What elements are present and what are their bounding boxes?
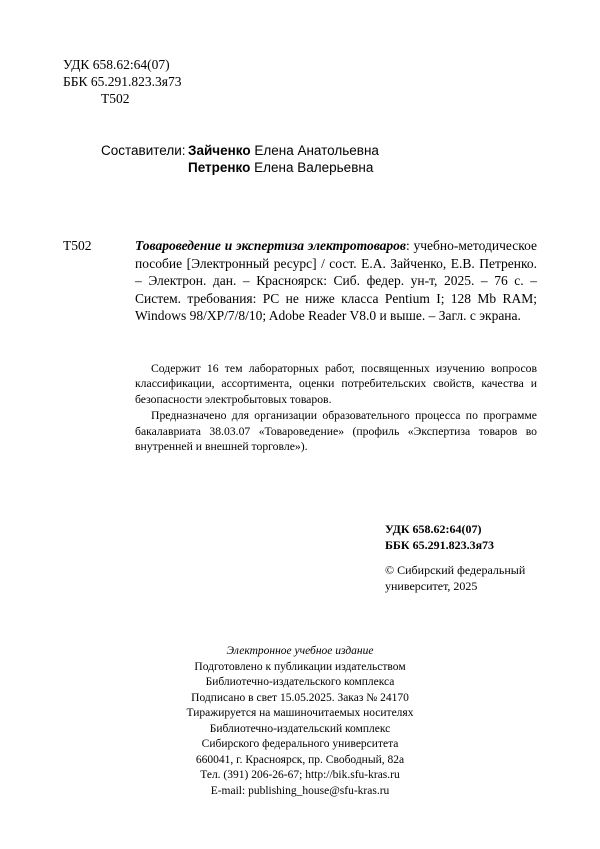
- imprint-line: Библиотечно-издательский комплекс: [209, 722, 391, 735]
- compilers-label: Составители:: [101, 143, 186, 158]
- imprint-line: Тел. (391) 206-26-67; http://bik.sfu-kras.ru: [200, 769, 400, 781]
- imprint-line: E-mail: publishing_house@sfu-kras.ru: [210, 784, 390, 797]
- imprint-line: Подготовлено к публикации издательством: [194, 660, 406, 673]
- compiler-2: [188, 160, 373, 176]
- record-mark: Т502: [63, 238, 92, 253]
- edition-type: Электронное учебное издание: [226, 645, 374, 657]
- imprint-line: Подписано в свет 15.05.2025. Заказ № 24170: [191, 691, 409, 704]
- right-bbk: ББК 65.291.823.3я73: [385, 538, 495, 552]
- imprint-block: [0, 660, 600, 800]
- abstract-paragraph-2: Предназначено для организации образовательного процесса по программе бакалавриата 38.03.07 «Товароведение» (профиль «Экспертиза товаров во внутренней и внешней торговле»).: [135, 409, 537, 454]
- bibliographic-record: [135, 237, 537, 325]
- imprint-line: Сибирского федерального университета: [201, 738, 399, 750]
- compiler-1-surname: Зайченко: [188, 143, 251, 158]
- compiler-1-name: Елена Анатольевна: [250, 143, 379, 158]
- imprint-line: Библиотечно-издательского комплекса: [205, 676, 395, 688]
- compiler-2-name: Елена Валерьевна: [250, 160, 374, 175]
- abstract-paragraph-1: Содержит 16 тем лабораторных работ, посвященных изучению вопросов классификации, ассортимента, оценки потребительских свойств, качества и безопасности электробытовых товаров.: [135, 362, 537, 406]
- copyright-line-1: © Сибирский федеральный: [385, 563, 526, 577]
- imprint-line: 660041, г. Красноярск, пр. Свободный, 82а: [195, 753, 405, 766]
- record-body: : учебно-методическое пособие [Электронный ресурс] / сост. Е.А. Зайченко, Е.В. Петренко. – Электрон. дан. – Красноярск: Сиб. федер. ун-т, 2025. – 76 с. – Систем. требования: PC не ниже класса Pentium I; 128 Mb RAM; Windows 98/XP/7/8/10; Adobe Reader V8.0 и выше. – Загл. с экрана.: [135, 238, 537, 324]
- udk-code: УДК 658.62:64(07): [63, 57, 170, 72]
- author-mark: Т502: [101, 91, 130, 106]
- abstract: [135, 361, 537, 454]
- bbk-code: ББК 65.291.823.3я73: [63, 74, 182, 89]
- compiler-1: [188, 143, 379, 159]
- imprint-line: Тиражируется на машиночитаемых носителях: [186, 707, 414, 719]
- right-udk: УДК 658.62:64(07): [385, 522, 482, 536]
- compiler-2-surname: Петренко: [188, 160, 251, 175]
- record-title: Товароведение и экспертиза электротоваров: [135, 238, 406, 253]
- copyright-line-2: университет, 2025: [385, 579, 478, 593]
